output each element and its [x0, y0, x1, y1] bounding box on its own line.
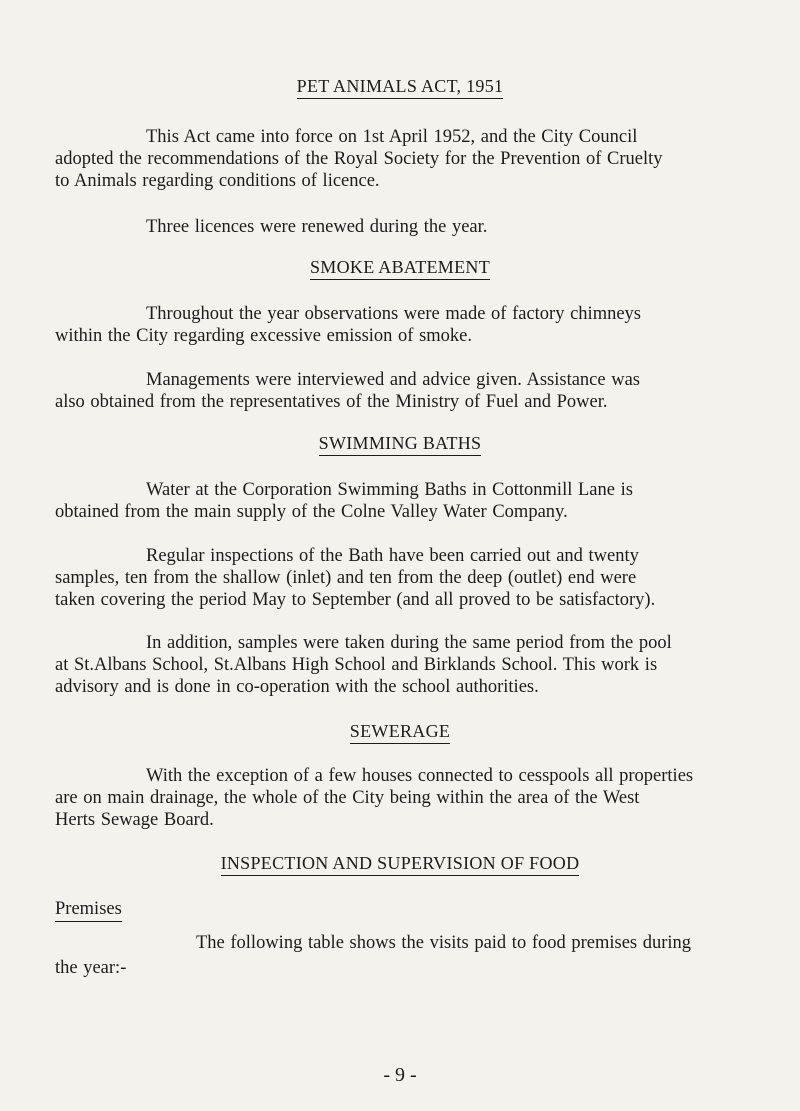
heading-food-inspection: INSPECTION AND SUPERVISION OF FOOD [0, 853, 800, 876]
paragraph-swimming-water-supply: Water at the Corporation Swimming Baths in Cottonmill Lane is obtained from the main supply of the Colne Valley Water Company. [55, 480, 633, 522]
paragraph-swimming-inspections: Regular inspections of the Bath have been carried out and twenty samples, ten from the shallow (inlet) and ten from the deep (outlet) end were taken covering the period May to September (and all proved to be satisfactory). [55, 546, 656, 610]
paragraph-food-premises-visits: The following table shows the visits paid to food premises during the year:- [55, 933, 692, 978]
heading-pet-animals-act: PET ANIMALS ACT, 1951 [0, 76, 800, 99]
heading-swimming-baths: SWIMMING BATHS [0, 433, 800, 456]
paragraph-sewerage-drainage: With the exception of a few houses connected to cesspools all properties are on main drainage, the whole of the City being within the area of the West Herts Sewage Board. [55, 766, 694, 830]
page-number: - 9 - [383, 1064, 417, 1086]
paragraph-smoke-managements: Managements were interviewed and advice given. Assistance was also obtained from the representatives of the Ministry of Fuel and Power. [55, 370, 640, 412]
paragraph-pet-animals-licences: Three licences were renewed during the year. [146, 217, 488, 237]
heading-sewerage: SEWERAGE [0, 721, 800, 744]
paragraph-pet-animals-intro: This Act came into force on 1st April 1952, and the City Council adopted the recommendations of the Royal Society for the Prevention of Cruelty to Animals regarding conditions of licence. [55, 127, 663, 191]
heading-smoke-abatement: SMOKE ABATEMENT [0, 257, 800, 280]
subheading-premises: Premises [55, 899, 122, 922]
paragraph-swimming-schools: In addition, samples were taken during the same period from the pool at St.Albans School, St.Albans High School and Birklands School. This work is advisory and is done in co-operation with the school authorities. [55, 633, 672, 697]
paragraph-smoke-observations: Throughout the year observations were made of factory chimneys within the City regarding excessive emission of smoke. [55, 304, 641, 346]
